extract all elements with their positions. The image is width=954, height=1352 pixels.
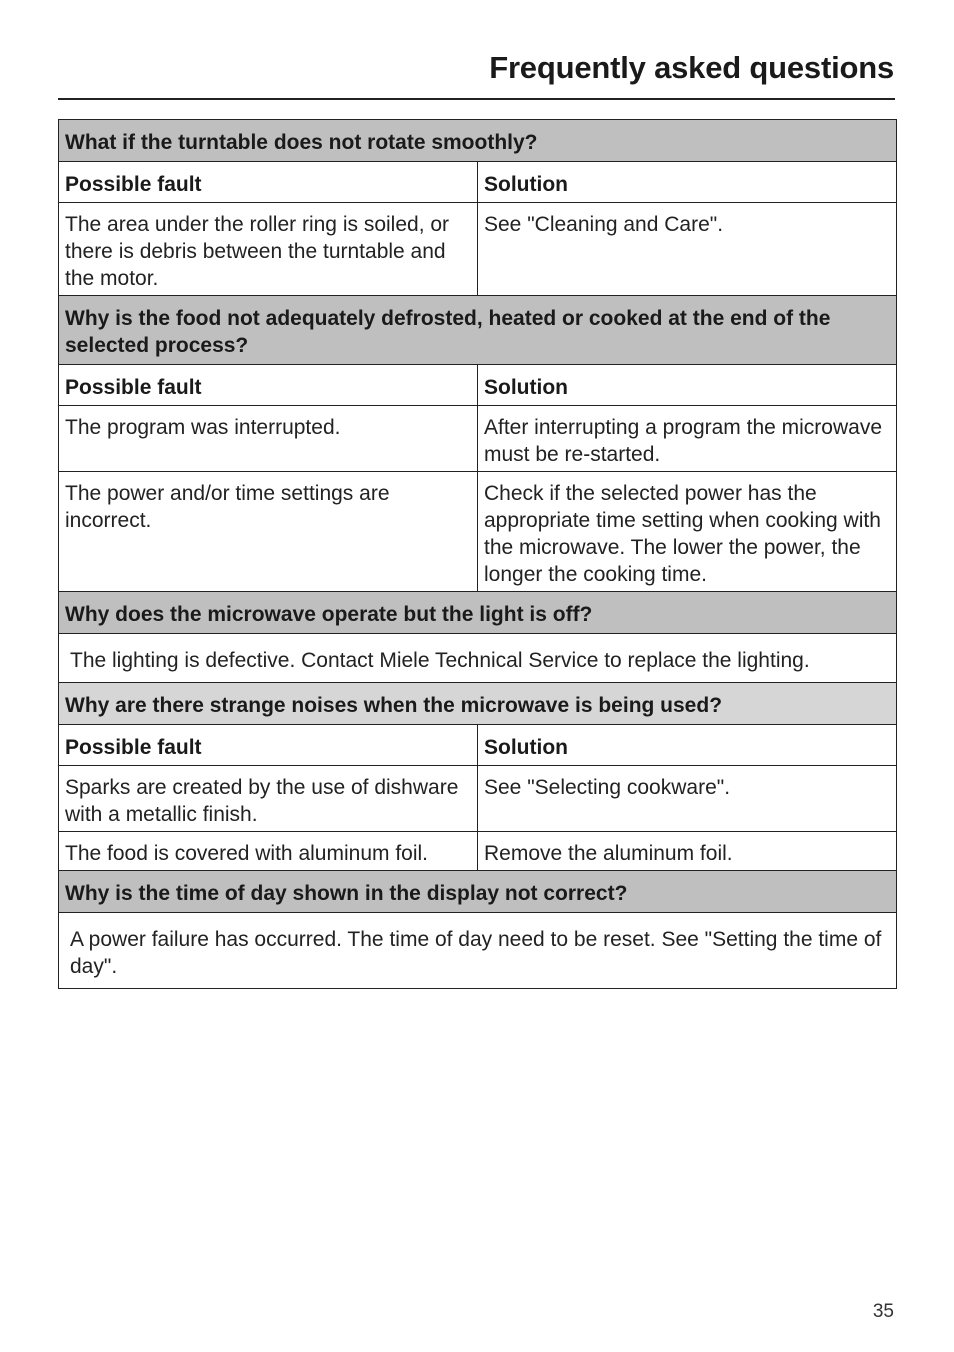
solution-cell: Check if the selected power has the appropriate time setting when cooking with the microwave. The lower the power, the longer the cooking time. (478, 472, 897, 592)
page-title: Frequently asked questions (489, 50, 894, 85)
table-row (59, 766, 897, 832)
solution-cell: After interrupting a program the microwave must be re-started. (478, 406, 897, 472)
fault-column-header: Possible fault (59, 162, 478, 203)
faq-question-row (59, 683, 897, 725)
fault-column-header: Possible fault (59, 365, 478, 406)
solution-cell: See "Selecting cookware". (478, 766, 897, 832)
column-header-row (59, 725, 897, 766)
faq-question: Why does the microwave operate but the light is off? (59, 592, 897, 634)
solution-column-header: Solution (478, 725, 897, 766)
page-number: 35 (872, 1301, 894, 1322)
fault-cell: The food is covered with aluminum foil. (59, 832, 478, 871)
column-header-row (59, 162, 897, 203)
table-row (59, 472, 897, 592)
faq-question: Why is the food not adequately defrosted, heated or cooked at the end of the selected process? (59, 296, 897, 365)
answer-row (59, 913, 897, 989)
solution-cell: Remove the aluminum foil. (478, 832, 897, 871)
table-row (59, 406, 897, 472)
answer-row (59, 634, 897, 683)
answer-cell: A power failure has occurred. The time of day need to be reset. See "Setting the time of day". (59, 913, 897, 989)
column-header-row (59, 365, 897, 406)
fault-cell: The power and/or time settings are incorrect. (59, 472, 478, 592)
faq-question-row (59, 120, 897, 162)
faq-question: Why is the time of day shown in the display not correct? (59, 871, 897, 913)
solution-column-header: Solution (478, 162, 897, 203)
faq-table (58, 119, 897, 989)
answer-cell: The lighting is defective. Contact Miele Technical Service to replace the lighting. (59, 634, 897, 683)
table-row (59, 832, 897, 871)
fault-cell: The program was interrupted. (59, 406, 478, 472)
solution-column-header: Solution (478, 365, 897, 406)
fault-cell: Sparks are created by the use of dishware with a metallic finish. (59, 766, 478, 832)
fault-column-header: Possible fault (59, 725, 478, 766)
title-divider (58, 98, 895, 100)
faq-question: Why are there strange noises when the microwave is being used? (59, 683, 897, 725)
faq-question-row (59, 871, 897, 913)
faq-question: What if the turntable does not rotate smoothly? (59, 120, 897, 162)
faq-question-row (59, 592, 897, 634)
table-row (59, 203, 897, 296)
solution-cell: See "Cleaning and Care". (478, 203, 897, 296)
fault-cell: The area under the roller ring is soiled, or there is debris between the turntable and the motor. (59, 203, 478, 296)
faq-question-row (59, 296, 897, 365)
